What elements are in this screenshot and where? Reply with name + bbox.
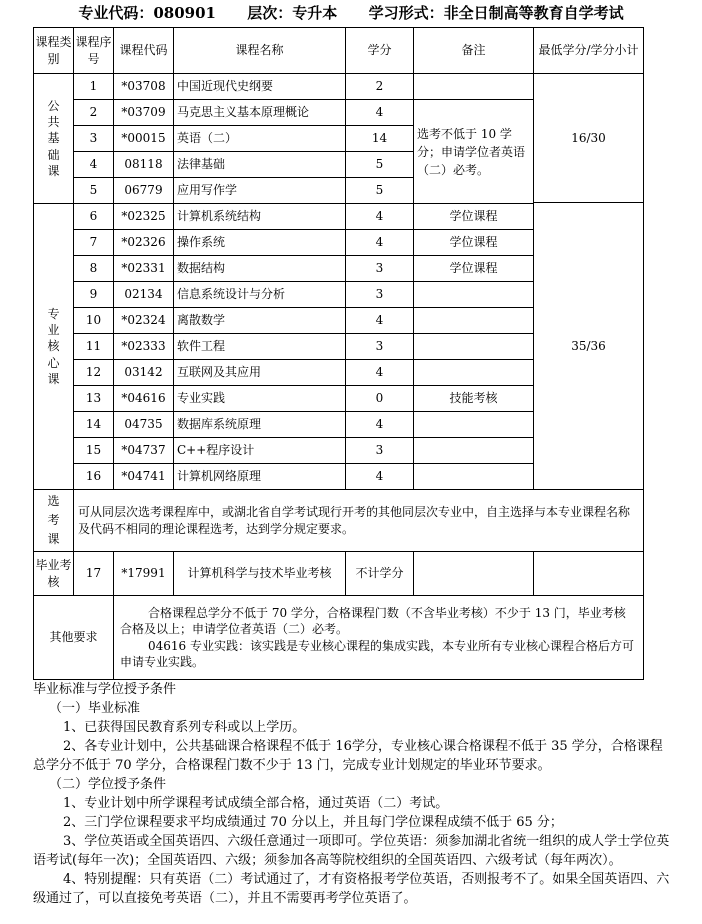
seq-cell: 10 <box>74 308 114 334</box>
name-cell: 计算机科学与技术毕业考核 <box>174 552 346 596</box>
seq-cell: 11 <box>74 334 114 360</box>
name-cell: 操作系统 <box>174 230 346 256</box>
name-cell: 专业实践 <box>174 386 346 412</box>
code-cell: *04741 <box>114 464 174 490</box>
course-plan-table <box>33 27 644 680</box>
category-graduation: 毕业考核 <box>34 552 74 596</box>
name-cell: C++程序设计 <box>174 438 346 464</box>
credit-cell: 5 <box>346 178 414 204</box>
code-cell: *02326 <box>114 230 174 256</box>
name-cell: 软件工程 <box>174 334 346 360</box>
code-cell: *04737 <box>114 438 174 464</box>
other-line-1-text: 合格课程总学分不低于 70 学分，合格课程门数（不含毕业考核）不少于 13 门，毕业考核合格及以上；申请学位者英语（二）必考。 <box>120 606 626 637</box>
credit-cell: 4 <box>346 308 414 334</box>
seq-cell: 9 <box>74 282 114 308</box>
notes-sec1-title: （一）毕业标准 <box>49 701 141 716</box>
note-cell <box>414 308 534 334</box>
other-row <box>34 596 644 680</box>
graduation-notes <box>33 680 673 908</box>
category-elective <box>34 490 74 552</box>
notes-sec2-item: 1、专业计划中所学课程考试成绩全部合格，通过英语（二）考试。 <box>63 796 449 811</box>
graduation-row <box>34 552 644 596</box>
code-cell: *02324 <box>114 308 174 334</box>
seq-cell: 1 <box>74 74 114 100</box>
th-code: 课程代码 <box>114 28 174 74</box>
min-cell <box>534 552 644 596</box>
name-cell: 法律基础 <box>174 152 346 178</box>
seq-cell: 14 <box>74 412 114 438</box>
credit-cell: 不计学分 <box>346 552 414 596</box>
notes-title: 毕业标准与学位授予条件 <box>33 682 177 697</box>
name-cell: 数据库系统原理 <box>174 412 346 438</box>
seq-cell: 6 <box>74 204 114 230</box>
category-public <box>34 74 74 204</box>
credit-cell: 4 <box>346 230 414 256</box>
notes-sec1-item: 1、已获得国民教育系列专科或以上学历。 <box>63 720 306 735</box>
code-cell: *00015 <box>114 126 174 152</box>
th-note: 备注 <box>414 28 534 74</box>
note-cell <box>414 412 534 438</box>
credit-cell: 0 <box>346 386 414 412</box>
note-cell: 学位课程 <box>414 230 534 256</box>
note-cell <box>414 282 534 308</box>
name-cell: 中国近现代史纲要 <box>174 74 346 100</box>
credit-cell: 3 <box>346 282 414 308</box>
name-cell: 信息系统设计与分析 <box>174 282 346 308</box>
min-credit-cell <box>534 74 644 490</box>
other-line-1 <box>120 605 637 637</box>
code-cell: 02134 <box>114 282 174 308</box>
seq-cell: 2 <box>74 100 114 126</box>
note-cell <box>414 438 534 464</box>
min-core: 35/36 <box>571 339 606 353</box>
study-form: 学习形式：非全日制高等教育自学考试 <box>368 4 624 22</box>
plan-header <box>0 0 702 27</box>
table-row <box>34 74 644 100</box>
credit-cell: 3 <box>346 256 414 282</box>
note-cell <box>414 334 534 360</box>
credit-cell: 5 <box>346 152 414 178</box>
credit-cell: 14 <box>346 126 414 152</box>
name-cell: 互联网及其应用 <box>174 360 346 386</box>
credit-cell: 4 <box>346 464 414 490</box>
other-text <box>114 596 644 680</box>
category-elective-label: 选考课 <box>47 494 60 546</box>
name-cell: 离散数学 <box>174 308 346 334</box>
seq-cell: 4 <box>74 152 114 178</box>
credit-cell: 3 <box>346 438 414 464</box>
notes-sec2-item: 4、特别提醒：只有英语（二）考试通过了，才有资格报考学位英语，否则报考不了。如果全国英语四、六级通过了，可以直接免考英语（二），并且不需要再考学位英语了。 <box>33 872 670 906</box>
min-public: 16/30 <box>534 74 644 203</box>
name-cell: 数据结构 <box>174 256 346 282</box>
th-credit: 学分 <box>346 28 414 74</box>
seq-cell: 13 <box>74 386 114 412</box>
seq-cell: 7 <box>74 230 114 256</box>
name-cell: 应用写作学 <box>174 178 346 204</box>
credit-cell: 4 <box>346 100 414 126</box>
major-code: 专业代码：080901 <box>78 4 216 22</box>
elective-text: 可从同层次选考课程库中，或湖北省自学考试现行开考的其他同层次专业中，自主选择与本专业课程名称及代码不相同的理论课程选考，达到学分规定要求。 <box>74 490 644 552</box>
code-cell: 04735 <box>114 412 174 438</box>
seq-cell: 16 <box>74 464 114 490</box>
code-cell: *02331 <box>114 256 174 282</box>
public-note: 选考不低于 10 学分；申请学位者英语（二）必考。 <box>414 100 534 204</box>
code-cell: *02333 <box>114 334 174 360</box>
code-cell: *04616 <box>114 386 174 412</box>
other-line-2-text: 04616 专业实践：该实践是专业核心课程的集成实践，本专业所有专业核心课程合格后方可申请专业实践。 <box>120 638 634 669</box>
credit-cell: 2 <box>346 74 414 100</box>
seq-cell: 17 <box>74 552 114 596</box>
notes-sec2-item: 2、三门学位课程要求平均成绩通过 70 分以上，并且每门学位课程成绩不低于 65 分； <box>63 815 563 830</box>
credit-cell: 4 <box>346 204 414 230</box>
code-cell: *03709 <box>114 100 174 126</box>
notes-sec2-item: 3、学位英语或全国英语四、六级任意通过一项即可。学位英语：须参加湖北省统一组织的成人学士学位英语考试(每年一次)；全国英语四、六级；须参加各高等院校组织的全国英语四、六级考试（每年两次）。 <box>33 834 670 868</box>
code-cell: 06779 <box>114 178 174 204</box>
credit-cell: 4 <box>346 412 414 438</box>
th-name: 课程名称 <box>174 28 346 74</box>
th-seq: 课程序号 <box>74 28 114 74</box>
th-category: 课程类别 <box>34 28 74 74</box>
code-cell: *17991 <box>114 552 174 596</box>
code-cell: 03142 <box>114 360 174 386</box>
code-cell: 08118 <box>114 152 174 178</box>
code-cell: *02325 <box>114 204 174 230</box>
note-cell: 学位课程 <box>414 256 534 282</box>
th-min: 最低学分/学分小计 <box>534 28 644 74</box>
other-line-2 <box>120 638 637 670</box>
seq-cell: 8 <box>74 256 114 282</box>
note-cell <box>414 552 534 596</box>
notes-sec1-item: 2、各专业计划中，公共基础课合格课程不低于 16学分，专业核心课合格课程不低于 35 学分，合格课程总学分不低于 70 学分，合格课程门数不少于 13 门，完成专业计划规定的毕业环节要求。 <box>33 739 663 773</box>
credit-cell: 4 <box>346 360 414 386</box>
category-core <box>34 204 74 490</box>
note-cell <box>414 74 534 100</box>
credit-cell: 3 <box>346 334 414 360</box>
table-header-row <box>34 28 644 74</box>
name-cell: 马克思主义基本原理概论 <box>174 100 346 126</box>
notes-sec2-title: （二）学位授予条件 <box>49 777 167 792</box>
note-cell <box>414 360 534 386</box>
seq-cell: 15 <box>74 438 114 464</box>
code-cell: *03708 <box>114 74 174 100</box>
name-cell: 计算机系统结构 <box>174 204 346 230</box>
elective-row <box>34 490 644 552</box>
note-cell <box>414 464 534 490</box>
seq-cell: 5 <box>74 178 114 204</box>
category-other: 其他要求 <box>34 596 114 680</box>
note-cell: 学位课程 <box>414 204 534 230</box>
level: 层次：专升本 <box>247 4 338 22</box>
name-cell: 计算机网络原理 <box>174 464 346 490</box>
seq-cell: 12 <box>74 360 114 386</box>
note-cell: 技能考核 <box>414 386 534 412</box>
seq-cell: 3 <box>74 126 114 152</box>
category-public-label: 公共基础课 <box>47 99 60 178</box>
name-cell: 英语（二） <box>174 126 346 152</box>
category-core-label: 专业核心课 <box>47 307 60 386</box>
